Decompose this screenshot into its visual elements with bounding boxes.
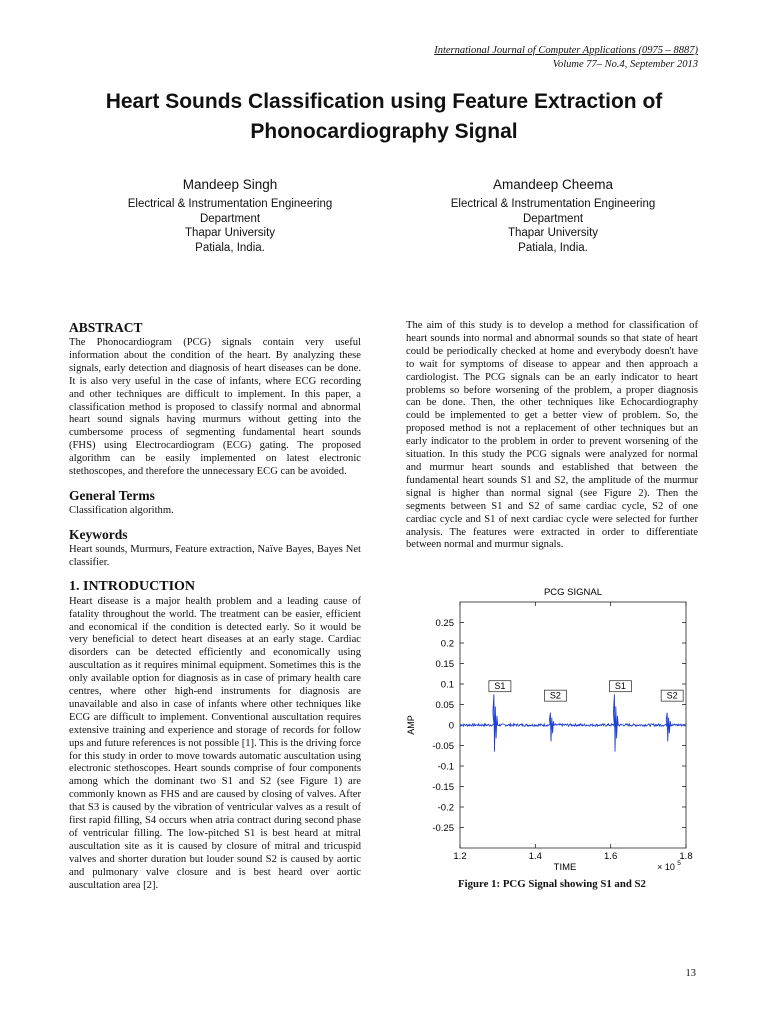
keywords-text: Heart sounds, Murmurs, Feature extraction, Naïve Bayes, Bayes Net classifier. [69, 543, 361, 568]
author-affiliation: Electrical & Instrumentation Engineering [450, 198, 656, 210]
y-tick-label: 0.2 [440, 638, 454, 650]
general-terms-text: Classification algorithm. [69, 504, 174, 516]
page-number: 13 [685, 968, 696, 979]
event-label-s2: S2 [666, 690, 678, 701]
y-tick-label: -0.25 [432, 823, 454, 834]
author-affiliation: Electrical & Instrumentation Engineering [127, 198, 333, 210]
y-tick-label: -0.1 [437, 761, 454, 773]
journal-volume: Volume 77– No.4, September 2013 [552, 59, 698, 70]
author-name: Mandeep Singh [182, 177, 278, 192]
introduction-text: Heart disease is a major health problem and a leading cause of fatality throughout the world. The treatment can be easier, efficient and economical if the condition is detected early. So it would be very beneficial to detect heart diseases at an early stage. Cardiac disorders can be detected efficiently and economically using auscultation as it requires minimal equipment. Sometimes this is the only available option for diagnosis as in case of primary health care centres, where other high-end instruments for diagnosis are unavailable and also in case of infants where other techniques like ECG are difficult to implement. Conventional auscultation requires extensive training and experience and storage of records for follow ups and future references is not possible [1]. This is the driving force for this study in order to move towards automatic auscultation using electronic stethoscopes. Heart sounds comprise of four components among which the dominant two S1 and S2 (see Figure 1) are commonly known as FHS and are caused by closing of valves. After that S3 is caused by the vibration of ventricular valves as a result of first rapid filling, S4 occurs when atria contract during second phase of ventricular filling. The low-pitched S1 is best heard at mitral auscultation site as it is caused by closure of mitral and tricuspid valves and shorter duration but louder sound S2 is caused by aortic and pulmonary valve closure and is best heard over aortic auscultation area [2]. [69, 595, 361, 891]
pcg-signal-line [460, 694, 685, 751]
y-tick-label: 0.25 [435, 618, 454, 629]
abstract-text: The Phonocardiogram (PCG) signals contain very useful information about the condition of the heart. By analyzing these signals, early detection and diagnosis of heart diseases can be done. It is also very useful in the case of infants, where ECG recording and other techniques are difficult to implement. In this paper, a classification method is proposed to classify normal and abnormal heart sound signals having murmurs without getting into the cumbersome process of segmenting fundamental heart sounds (FHS) using Electrocardiogram (ECG) gating. The proposed algorithm can be easily implemented on latest electronic stethoscopes, and therefore the unnecessary ECG can be avoided. [69, 337, 361, 478]
author-affiliation: Thapar University [184, 227, 276, 239]
intro-continued-text: The aim of this study is to develop a method for classification of heart sounds into normal and abnormal sounds so that state of heart could be periodically checked at home and everybody doesn't have to wait for symptoms of disease to appear and then approach a cardiologist. The PCG signals can be an early indicator to heart problems so before worsening of the problem, a proper diagnosis can be done. Then, the other techniques like Echocardiography could be implemented to get a better view of problem. So, the proposed method is not a replacement of other techniques but an early indicator to the problem in order to prevent worsening of the situation. In this study the PCG signals were analyzed for normal and murmur heart sounds and established that between the fundamental heart sounds S1 and S2, the amplitude of the murmur signal is higher than normal signal (see Figure 2). Then the segments between S1 and S2 of same cardiac cycle, S2 of one cardiac cycle and S1 of next cardiac cycle were selected for further analysis. The features were extracted in order to differentiate between normal and murmur signals. [406, 320, 698, 551]
journal-header [434, 44, 698, 72]
author-affiliation: Patiala, India. [195, 241, 265, 254]
author-affiliation: Department [522, 212, 584, 225]
x-tick-label: 1.2 [453, 851, 467, 862]
author-block [403, 176, 703, 255]
y-tick-label: -0.2 [437, 802, 454, 814]
author-affiliation: Department [199, 212, 261, 225]
right-column [406, 320, 698, 552]
y-tick-label: 0.1 [440, 679, 454, 691]
author-affiliation: Patiala, India. [518, 241, 588, 254]
pcg-chart [400, 584, 710, 874]
journal-name: International Journal of Computer Applications (0975 – 8887) [434, 45, 698, 56]
pcg-signal-figure [400, 584, 710, 874]
y-axis-label: AMP [406, 715, 416, 735]
x-exponent: 5 [677, 860, 681, 867]
x-multiplier: × 10 [657, 862, 675, 872]
x-axis-label: TIME [553, 862, 577, 873]
y-tick-label: 0 [448, 720, 454, 732]
left-column [69, 320, 361, 893]
event-label-s1: S1 [614, 681, 626, 692]
x-tick-label: 1.4 [528, 851, 542, 862]
introduction-heading: 1. INTRODUCTION [69, 578, 196, 594]
event-label-s1: S1 [494, 681, 506, 692]
abstract-heading: ABSTRACT [69, 320, 143, 335]
keywords-heading: Keywords [69, 526, 128, 542]
x-tick-label: 1.6 [604, 851, 618, 862]
x-tick-label: 1.8 [679, 851, 693, 862]
general-terms-heading: General Terms [69, 487, 155, 503]
author-affiliation: Thapar University [507, 227, 599, 239]
y-tick-label: 0.05 [435, 700, 454, 711]
y-tick-label: -0.05 [432, 741, 454, 752]
event-label-s2: S2 [549, 690, 561, 701]
author-block [80, 176, 380, 255]
y-tick-label: -0.15 [432, 782, 454, 793]
y-tick-label: 0.15 [435, 659, 454, 670]
figure-caption: Figure 1: PCG Signal showing S1 and S2 [458, 878, 646, 890]
paper-title: Heart Sounds Classification using Feature Extraction of Phonocardiography Signal [105, 90, 663, 143]
chart-title: PCG SIGNAL [543, 587, 603, 598]
author-name: Amandeep Cheema [492, 177, 614, 192]
